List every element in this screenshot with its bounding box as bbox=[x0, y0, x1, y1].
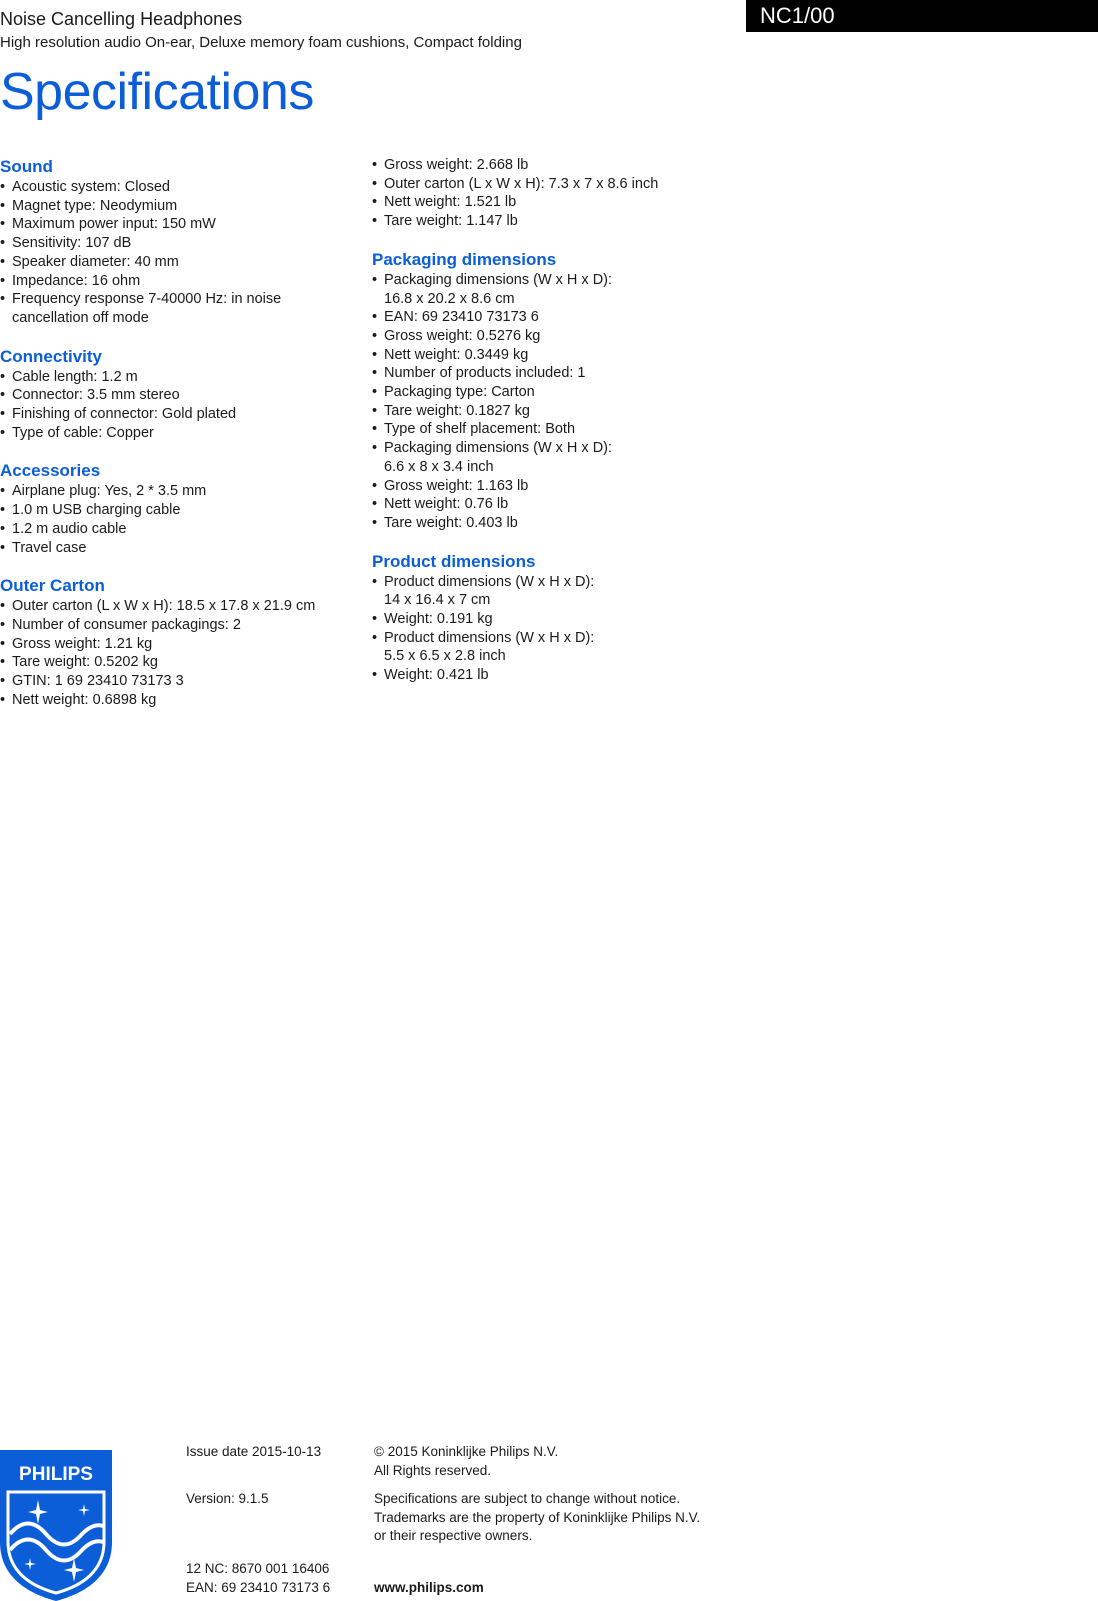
section-title: Connectivity bbox=[0, 346, 103, 366]
philips-shield-logo-icon bbox=[0, 1450, 112, 1601]
spec-item: • Connector: 3.5 mm stereo bbox=[0, 386, 360, 405]
spec-item: • Packaging dimensions (W x H x D): 16.8 x 20.2 x 8.6 cm bbox=[372, 271, 752, 308]
spec-list bbox=[0, 597, 360, 709]
spec-item: • Maximum power input: 150 mW bbox=[0, 215, 360, 234]
spec-item: • Gross weight: 1.163 lb bbox=[372, 477, 752, 496]
spec-item: • Number of products included: 1 bbox=[372, 364, 752, 383]
spec-item: • Gross weight: 0.5276 kg bbox=[372, 327, 752, 346]
spec-item: • Travel case bbox=[0, 539, 360, 558]
spec-list bbox=[372, 156, 752, 231]
spec-list bbox=[0, 482, 360, 557]
spec-item: • Acoustic system: Closed bbox=[0, 178, 360, 197]
logo-wordmark: PHILIPS bbox=[19, 1464, 93, 1485]
spec-item: • Number of consumer packagings: 2 bbox=[0, 616, 360, 635]
spec-list bbox=[372, 271, 752, 533]
spec-item: • Weight: 0.191 kg bbox=[372, 610, 752, 629]
spec-section bbox=[372, 551, 752, 685]
spec-item: • Gross weight: 1.21 kg bbox=[0, 635, 360, 654]
spec-list bbox=[0, 368, 360, 443]
philips-url[interactable]: www.philips.com bbox=[374, 1580, 484, 1595]
section-title: Sound bbox=[0, 157, 53, 176]
disclaimer: Specifications are subject to change without notice. Trademarks are the property of Koninklijke Philips N.V. or their respective owners. bbox=[374, 1491, 701, 1544]
spec-list bbox=[372, 573, 752, 685]
section-title: Packaging dimensions bbox=[372, 249, 557, 269]
page-title: Specifications bbox=[0, 63, 314, 121]
spec-item: • Tare weight: 0.1827 kg bbox=[372, 402, 752, 421]
spec-item: • Outer carton (L x W x H): 18.5 x 17.8 x 21.9 cm bbox=[0, 597, 360, 616]
spec-item: • Type of cable: Copper bbox=[0, 424, 360, 443]
section-title: Accessories bbox=[0, 461, 101, 481]
specs-right-column bbox=[372, 156, 752, 703]
spec-item: • Sensitivity: 107 dB bbox=[0, 234, 360, 253]
copyright: © 2015 Koninklijke Philips N.V. All Rights reserved. bbox=[374, 1444, 559, 1478]
spec-item: • Weight: 0.421 lb bbox=[372, 666, 752, 685]
spec-item: • Finishing of connector: Gold plated bbox=[0, 405, 360, 424]
spec-item: • 1.2 m audio cable bbox=[0, 520, 360, 539]
spec-section bbox=[372, 249, 752, 533]
spec-section bbox=[372, 156, 752, 231]
spec-item: • Speaker diameter: 40 mm bbox=[0, 253, 360, 272]
spec-item: • Cable length: 1.2 m bbox=[0, 368, 360, 387]
spec-item: • Tare weight: 1.147 lb bbox=[372, 212, 752, 231]
product-name: Noise Cancelling Headphones bbox=[0, 9, 243, 29]
spec-item: • Airplane plug: Yes, 2 * 3.5 mm bbox=[0, 482, 360, 501]
spec-item: • Nett weight: 0.76 lb bbox=[372, 495, 752, 514]
spec-item: • Packaging dimensions (W x H x D): 6.6 x 8 x 3.4 inch bbox=[372, 439, 752, 476]
nc-ean: 12 NC: 8670 001 16406 EAN: 69 23410 73173 6 bbox=[186, 1561, 331, 1595]
spec-item: • Nett weight: 1.521 lb bbox=[372, 193, 752, 212]
spec-item: • Product dimensions (W x H x D): 14 x 16.4 x 7 cm bbox=[372, 573, 752, 610]
spec-item: • Tare weight: 0.5202 kg bbox=[0, 653, 360, 672]
spec-item: • EAN: 69 23410 73173 6 bbox=[372, 308, 752, 327]
spec-item: • Type of shelf placement: Both bbox=[372, 420, 752, 439]
section-title: Product dimensions bbox=[372, 551, 536, 571]
spec-item: • Tare weight: 0.403 lb bbox=[372, 514, 752, 533]
spec-item: • GTIN: 1 69 23410 73173 3 bbox=[0, 672, 360, 691]
spec-item: • Packaging type: Carton bbox=[372, 383, 752, 402]
spec-item: • Outer carton (L x W x H): 7.3 x 7 x 8.6 inch bbox=[372, 175, 752, 194]
spec-item: • Nett weight: 0.6898 kg bbox=[0, 691, 360, 710]
specs-left-column bbox=[0, 156, 360, 727]
spec-item: • Frequency response 7-40000 Hz: in noise cancellation off mode bbox=[0, 290, 360, 327]
section-title: Outer Carton bbox=[0, 576, 105, 596]
spec-item: • Product dimensions (W x H x D): 5.5 x 6.5 x 2.8 inch bbox=[372, 629, 752, 666]
spec-list bbox=[0, 178, 360, 328]
spec-section bbox=[0, 575, 360, 709]
spec-item: • Nett weight: 0.3449 kg bbox=[372, 346, 752, 365]
spec-item: • 1.0 m USB charging cable bbox=[0, 501, 360, 520]
version: Version: 9.1.5 bbox=[186, 1491, 269, 1506]
spec-section bbox=[0, 346, 360, 443]
spec-item: • Gross weight: 2.668 lb bbox=[372, 156, 752, 175]
spec-section bbox=[0, 156, 360, 328]
issue-date: Issue date 2015-10-13 bbox=[186, 1444, 322, 1459]
spec-item: • Impedance: 16 ohm bbox=[0, 272, 360, 291]
spec-section bbox=[0, 460, 360, 557]
model-tag: NC1/00 bbox=[746, 0, 1098, 32]
product-subtitle: High resolution audio On-ear, Deluxe memory foam cushions, Compact folding bbox=[0, 34, 522, 51]
spec-item: • Magnet type: Neodymium bbox=[0, 197, 360, 216]
